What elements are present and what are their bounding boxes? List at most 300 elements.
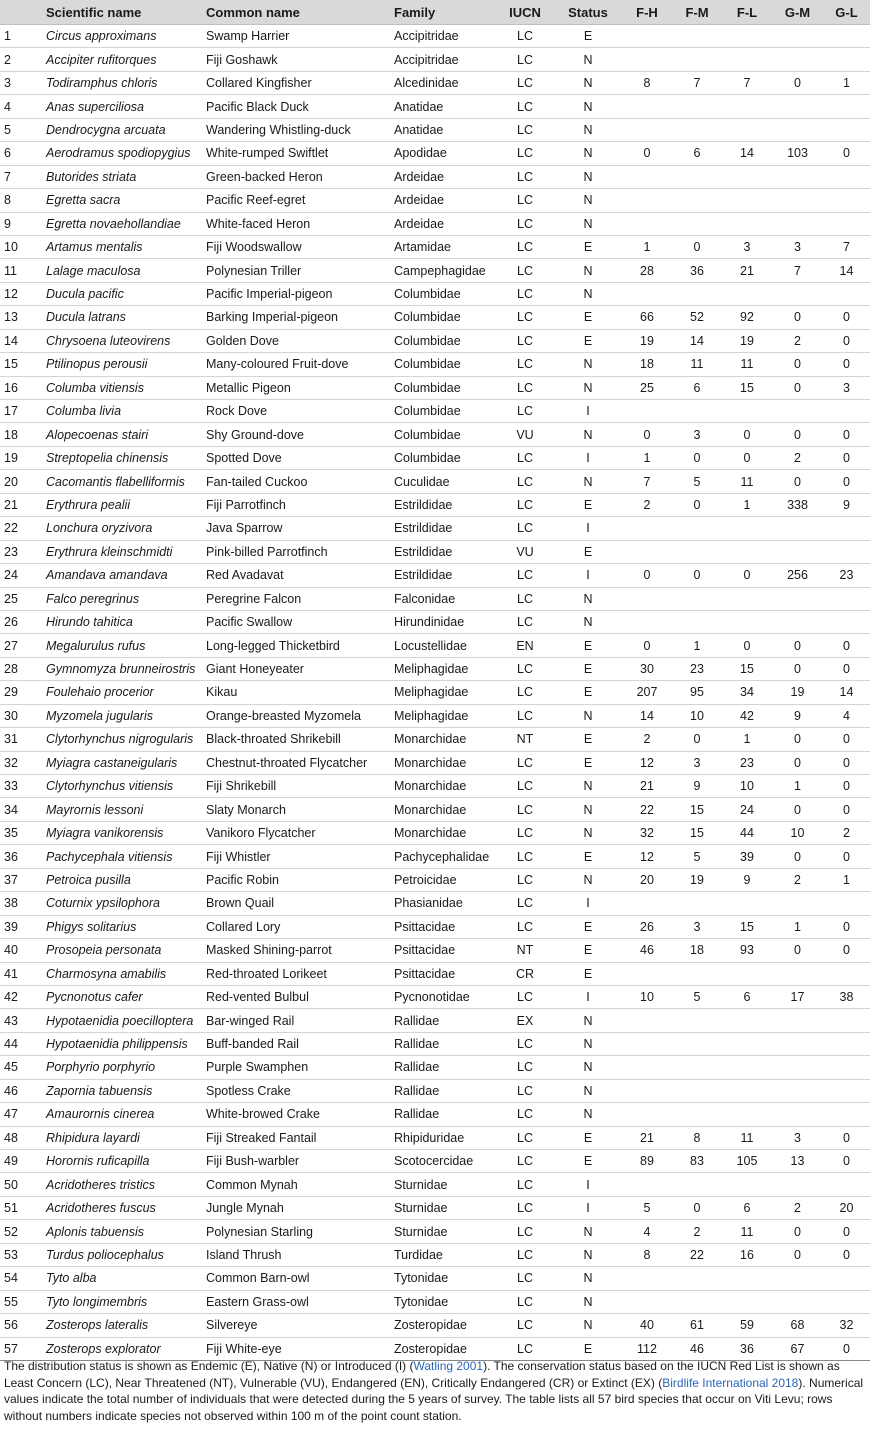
common-name: Long-legged Thicketbird [202, 634, 390, 657]
distribution-status: I [554, 517, 622, 540]
count-g-m [772, 540, 823, 563]
count-f-l: 36 [722, 1337, 772, 1360]
distribution-status: N [554, 1009, 622, 1032]
row-number: 43 [0, 1009, 42, 1032]
count-f-h: 7 [622, 470, 672, 493]
family: Scotocercidae [390, 1150, 496, 1173]
count-f-l [722, 1009, 772, 1032]
citation-link-birdlife[interactable]: Birdlife International 2018 [662, 1375, 799, 1390]
count-g-m [772, 1103, 823, 1126]
count-f-h [622, 892, 672, 915]
count-f-h: 18 [622, 353, 672, 376]
count-g-m [772, 962, 823, 985]
table-row [0, 1150, 870, 1173]
count-f-m: 5 [672, 845, 722, 868]
scientific-name: Acridotheres fuscus [42, 1196, 202, 1219]
family: Ardeidae [390, 189, 496, 212]
row-number: 37 [0, 868, 42, 891]
scientific-name: Cacomantis flabelliformis [42, 470, 202, 493]
count-f-l: 10 [722, 775, 772, 798]
family: Alcedinidae [390, 71, 496, 94]
count-g-l [823, 892, 870, 915]
iucn-status: LC [496, 259, 554, 282]
iucn-status: LC [496, 985, 554, 1008]
count-g-m [772, 517, 823, 540]
count-g-m: 2 [772, 868, 823, 891]
row-number: 28 [0, 657, 42, 680]
iucn-status: LC [496, 517, 554, 540]
count-g-m: 67 [772, 1337, 823, 1360]
iucn-status: EX [496, 1009, 554, 1032]
count-g-l: 0 [823, 657, 870, 680]
table-row [0, 610, 870, 633]
common-name: Barking Imperial-pigeon [202, 306, 390, 329]
family: Columbidae [390, 446, 496, 469]
table-row [0, 751, 870, 774]
table-row [0, 165, 870, 188]
scientific-name: Porphyrio porphyrio [42, 1056, 202, 1079]
scientific-name: Coturnix ypsilophora [42, 892, 202, 915]
common-name: Fiji Streaked Fantail [202, 1126, 390, 1149]
distribution-status: N [554, 1267, 622, 1290]
count-f-l [722, 892, 772, 915]
count-g-l [823, 118, 870, 141]
family: Artamidae [390, 235, 496, 258]
count-g-m [772, 25, 823, 48]
iucn-status: LC [496, 1290, 554, 1313]
count-f-h [622, 400, 672, 423]
scientific-name: Myzomela jugularis [42, 704, 202, 727]
row-number: 7 [0, 165, 42, 188]
family: Monarchidae [390, 821, 496, 844]
count-f-l: 0 [722, 564, 772, 587]
table-row [0, 634, 870, 657]
common-name: Fiji Goshawk [202, 48, 390, 71]
family: Falconidae [390, 587, 496, 610]
distribution-status: N [554, 95, 622, 118]
count-f-h: 66 [622, 306, 672, 329]
row-number: 45 [0, 1056, 42, 1079]
table-row [0, 142, 870, 165]
distribution-status: E [554, 634, 622, 657]
count-f-l [722, 1103, 772, 1126]
distribution-status: I [554, 892, 622, 915]
count-g-l: 1 [823, 71, 870, 94]
scientific-name: Streptopelia chinensis [42, 446, 202, 469]
family: Accipitridae [390, 25, 496, 48]
count-f-l [722, 1173, 772, 1196]
table-row [0, 1079, 870, 1102]
scientific-name: Amaurornis cinerea [42, 1103, 202, 1126]
count-f-h: 0 [622, 634, 672, 657]
count-f-h [622, 25, 672, 48]
count-f-h [622, 587, 672, 610]
iucn-status: LC [496, 470, 554, 493]
table-row [0, 48, 870, 71]
family: Estrildidae [390, 540, 496, 563]
distribution-status: E [554, 329, 622, 352]
iucn-status: NT [496, 728, 554, 751]
iucn-status: LC [496, 25, 554, 48]
count-g-m: 3 [772, 1126, 823, 1149]
count-f-h [622, 540, 672, 563]
count-f-m [672, 1290, 722, 1313]
row-number: 40 [0, 939, 42, 962]
family: Sturnidae [390, 1220, 496, 1243]
count-f-m [672, 962, 722, 985]
scientific-name: Mayrornis lessoni [42, 798, 202, 821]
family: Columbidae [390, 423, 496, 446]
count-g-m [772, 1009, 823, 1032]
common-name: Fiji Woodswallow [202, 235, 390, 258]
count-g-l: 3 [823, 376, 870, 399]
count-f-h [622, 189, 672, 212]
distribution-status: N [554, 587, 622, 610]
scientific-name: Rhipidura layardi [42, 1126, 202, 1149]
count-g-m: 0 [772, 470, 823, 493]
count-g-l: 38 [823, 985, 870, 1008]
count-g-m [772, 118, 823, 141]
count-g-l: 20 [823, 1196, 870, 1219]
count-f-m [672, 1032, 722, 1055]
common-name: Kikau [202, 681, 390, 704]
common-name: Buff-banded Rail [202, 1032, 390, 1055]
count-f-h [622, 1009, 672, 1032]
distribution-status: N [554, 423, 622, 446]
family: Meliphagidae [390, 681, 496, 704]
row-number: 55 [0, 1290, 42, 1313]
scientific-name: Lonchura oryzivora [42, 517, 202, 540]
count-f-m [672, 212, 722, 235]
row-number: 12 [0, 282, 42, 305]
row-number: 52 [0, 1220, 42, 1243]
count-f-h: 20 [622, 868, 672, 891]
count-g-l: 0 [823, 728, 870, 751]
iucn-status: LC [496, 564, 554, 587]
count-g-l [823, 212, 870, 235]
family: Monarchidae [390, 775, 496, 798]
count-f-h [622, 610, 672, 633]
distribution-status: N [554, 1056, 622, 1079]
row-number: 31 [0, 728, 42, 751]
header-g-m: G-M [772, 0, 823, 25]
family: Estrildidae [390, 517, 496, 540]
family: Columbidae [390, 282, 496, 305]
scientific-name: Acridotheres tristics [42, 1173, 202, 1196]
distribution-status: N [554, 1103, 622, 1126]
count-f-l [722, 587, 772, 610]
count-f-m: 0 [672, 493, 722, 516]
distribution-status: E [554, 845, 622, 868]
distribution-status: E [554, 915, 622, 938]
table-row [0, 775, 870, 798]
count-f-h [622, 1267, 672, 1290]
row-number: 22 [0, 517, 42, 540]
count-f-l [722, 610, 772, 633]
header-family: Family [390, 0, 496, 25]
count-f-m: 0 [672, 235, 722, 258]
family: Anatidae [390, 118, 496, 141]
header-number [0, 0, 42, 25]
count-g-l [823, 282, 870, 305]
row-number: 46 [0, 1079, 42, 1102]
count-f-h: 4 [622, 1220, 672, 1243]
count-g-l: 2 [823, 821, 870, 844]
count-f-l: 16 [722, 1243, 772, 1266]
iucn-status: LC [496, 681, 554, 704]
count-f-m: 6 [672, 142, 722, 165]
count-g-l [823, 1079, 870, 1102]
row-number: 33 [0, 775, 42, 798]
count-g-l: 0 [823, 775, 870, 798]
distribution-status: N [554, 704, 622, 727]
count-f-l: 23 [722, 751, 772, 774]
table-row [0, 587, 870, 610]
table-row [0, 1056, 870, 1079]
family: Rallidae [390, 1103, 496, 1126]
count-g-l: 0 [823, 329, 870, 352]
row-number: 42 [0, 985, 42, 1008]
footnote-text-2: ). The conservation status based on the IUCN Red List is shown as Least Concern (LC), Near Threatened (NT), Vulnerable (VU), Endangered (EN), Critically Endangered (CR) or Extinct (EX) ( [4, 1359, 840, 1390]
header-common-name: Common name [202, 0, 390, 25]
family: Monarchidae [390, 728, 496, 751]
common-name: Spotless Crake [202, 1079, 390, 1102]
count-f-m: 95 [672, 681, 722, 704]
count-g-l: 0 [823, 751, 870, 774]
row-number: 5 [0, 118, 42, 141]
iucn-status: LC [496, 1032, 554, 1055]
row-number: 26 [0, 610, 42, 633]
count-g-m [772, 212, 823, 235]
table-row [0, 1337, 870, 1360]
scientific-name: Zosterops lateralis [42, 1314, 202, 1337]
count-g-m: 7 [772, 259, 823, 282]
count-g-m: 0 [772, 1243, 823, 1266]
count-g-l: 32 [823, 1314, 870, 1337]
count-f-h: 5 [622, 1196, 672, 1219]
count-f-m: 1 [672, 634, 722, 657]
scientific-name: Egretta sacra [42, 189, 202, 212]
table-row [0, 1220, 870, 1243]
row-number: 36 [0, 845, 42, 868]
distribution-status: N [554, 48, 622, 71]
header-f-m: F-M [672, 0, 722, 25]
row-number: 23 [0, 540, 42, 563]
count-f-h: 1 [622, 235, 672, 258]
common-name: Green-backed Heron [202, 165, 390, 188]
table-body [0, 25, 870, 1361]
iucn-status: LC [496, 118, 554, 141]
count-g-l [823, 517, 870, 540]
row-number: 1 [0, 25, 42, 48]
count-f-l [722, 517, 772, 540]
distribution-status: I [554, 400, 622, 423]
count-g-l: 0 [823, 1126, 870, 1149]
count-f-l: 0 [722, 423, 772, 446]
row-number: 54 [0, 1267, 42, 1290]
count-f-l [722, 400, 772, 423]
table-row [0, 962, 870, 985]
distribution-status: N [554, 189, 622, 212]
iucn-status: LC [496, 235, 554, 258]
row-number: 3 [0, 71, 42, 94]
count-g-l: 0 [823, 798, 870, 821]
scientific-name: Columba vitiensis [42, 376, 202, 399]
family: Tytonidae [390, 1290, 496, 1313]
table-row [0, 1173, 870, 1196]
count-g-l: 0 [823, 446, 870, 469]
family: Monarchidae [390, 798, 496, 821]
family: Pycnonotidae [390, 985, 496, 1008]
scientific-name: Erythrura pealii [42, 493, 202, 516]
header-row [0, 0, 870, 25]
row-number: 21 [0, 493, 42, 516]
common-name: Purple Swamphen [202, 1056, 390, 1079]
count-g-l [823, 1267, 870, 1290]
count-f-h: 12 [622, 845, 672, 868]
count-f-m: 0 [672, 564, 722, 587]
count-g-m [772, 282, 823, 305]
count-f-h [622, 1290, 672, 1313]
row-number: 9 [0, 212, 42, 235]
row-number: 10 [0, 235, 42, 258]
count-f-l: 15 [722, 915, 772, 938]
family: Locustellidae [390, 634, 496, 657]
scientific-name: Zosterops explorator [42, 1337, 202, 1360]
count-g-m: 68 [772, 1314, 823, 1337]
table-row [0, 235, 870, 258]
distribution-status: E [554, 235, 622, 258]
count-g-m: 0 [772, 751, 823, 774]
distribution-status: N [554, 821, 622, 844]
count-f-m: 8 [672, 1126, 722, 1149]
family: Rallidae [390, 1056, 496, 1079]
family: Rallidae [390, 1032, 496, 1055]
family: Pachycephalidae [390, 845, 496, 868]
count-f-h [622, 1103, 672, 1126]
scientific-name: Accipiter rufitorques [42, 48, 202, 71]
count-f-l: 9 [722, 868, 772, 891]
count-f-m: 7 [672, 71, 722, 94]
iucn-status: LC [496, 446, 554, 469]
count-g-l [823, 962, 870, 985]
count-f-h: 14 [622, 704, 672, 727]
count-f-l [722, 1056, 772, 1079]
count-f-m [672, 165, 722, 188]
table-row [0, 985, 870, 1008]
family: Sturnidae [390, 1173, 496, 1196]
distribution-status: N [554, 259, 622, 282]
count-g-m: 0 [772, 634, 823, 657]
count-g-m: 13 [772, 1150, 823, 1173]
common-name: Eastern Grass-owl [202, 1290, 390, 1313]
table-row [0, 25, 870, 48]
distribution-status: E [554, 306, 622, 329]
count-f-h: 22 [622, 798, 672, 821]
count-f-h: 21 [622, 1126, 672, 1149]
scientific-name: Megalurulus rufus [42, 634, 202, 657]
count-f-m [672, 48, 722, 71]
row-number: 56 [0, 1314, 42, 1337]
common-name: Collared Lory [202, 915, 390, 938]
distribution-status: E [554, 751, 622, 774]
count-f-m: 2 [672, 1220, 722, 1243]
family: Turdidae [390, 1243, 496, 1266]
common-name: Golden Dove [202, 329, 390, 352]
count-g-m [772, 1032, 823, 1055]
count-g-l: 0 [823, 470, 870, 493]
count-f-h [622, 282, 672, 305]
citation-link-watling[interactable]: Watling 2001 [413, 1359, 484, 1373]
common-name: Wandering Whistling-duck [202, 118, 390, 141]
count-f-m: 46 [672, 1337, 722, 1360]
count-f-m: 52 [672, 306, 722, 329]
family: Meliphagidae [390, 657, 496, 680]
scientific-name: Clytorhynchus nigrogularis [42, 728, 202, 751]
row-number: 6 [0, 142, 42, 165]
count-f-h: 12 [622, 751, 672, 774]
footnote-text-1: The distribution status is shown as Endemic (E), Native (N) or Introduced (I) ( [4, 1359, 414, 1373]
count-g-l [823, 400, 870, 423]
common-name: Jungle Mynah [202, 1196, 390, 1219]
row-number: 47 [0, 1103, 42, 1126]
table-row [0, 446, 870, 469]
count-f-l [722, 1032, 772, 1055]
distribution-status: I [554, 564, 622, 587]
iucn-status: LC [496, 1220, 554, 1243]
count-g-m: 0 [772, 353, 823, 376]
distribution-status: E [554, 681, 622, 704]
count-f-h: 1 [622, 446, 672, 469]
table-row [0, 470, 870, 493]
common-name: Fiji Bush-warbler [202, 1150, 390, 1173]
table-row [0, 845, 870, 868]
count-f-l: 42 [722, 704, 772, 727]
common-name: Pacific Black Duck [202, 95, 390, 118]
table-row [0, 821, 870, 844]
common-name: Fiji Whistler [202, 845, 390, 868]
common-name: Common Mynah [202, 1173, 390, 1196]
family: Accipitridae [390, 48, 496, 71]
count-f-m: 83 [672, 1150, 722, 1173]
count-f-l [722, 1079, 772, 1102]
family: Phasianidae [390, 892, 496, 915]
count-f-l: 21 [722, 259, 772, 282]
scientific-name: Tyto alba [42, 1267, 202, 1290]
distribution-status: N [554, 470, 622, 493]
iucn-status: VU [496, 540, 554, 563]
count-f-l: 24 [722, 798, 772, 821]
table-row [0, 259, 870, 282]
distribution-status: E [554, 939, 622, 962]
count-g-l: 0 [823, 306, 870, 329]
row-number: 38 [0, 892, 42, 915]
count-g-m: 256 [772, 564, 823, 587]
iucn-status: LC [496, 282, 554, 305]
count-f-l: 7 [722, 71, 772, 94]
count-f-h [622, 517, 672, 540]
table-row [0, 540, 870, 563]
footnote-text-3: ). Numerical values indicate the total number of individuals that were detected during the 5 years of survey. The table lists all 57 bird species that occur on Viti Levu; rows without numbers indicate species not observed within 100 m of the point count station. [4, 1375, 864, 1423]
count-f-l [722, 165, 772, 188]
iucn-status: LC [496, 1056, 554, 1079]
count-f-l [722, 25, 772, 48]
count-f-h: 26 [622, 915, 672, 938]
row-number: 2 [0, 48, 42, 71]
common-name: Chestnut-throated Flycatcher [202, 751, 390, 774]
header-scientific-name: Scientific name [42, 0, 202, 25]
table-row [0, 1267, 870, 1290]
